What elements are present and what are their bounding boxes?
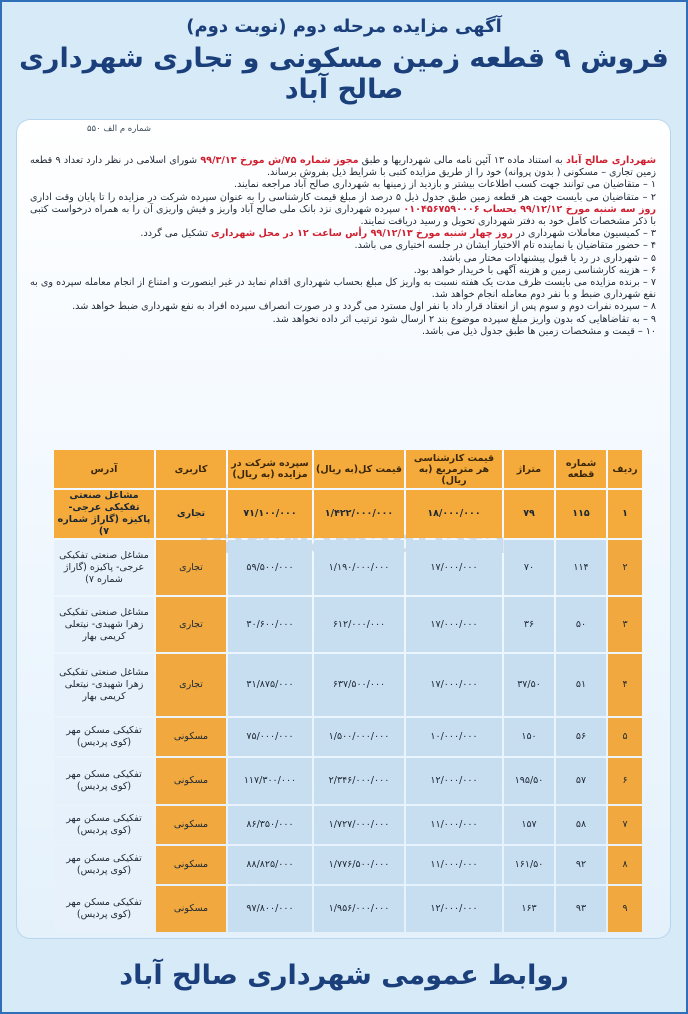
cell-address: مشاغل صنعتی تفکیکی زهرا شهیدی- نیتعلی کریمی بهار bbox=[54, 654, 154, 716]
cell-unit-price: ۱۲/۰۰۰/۰۰۰ bbox=[406, 758, 502, 804]
cell-usage: تجاری bbox=[156, 654, 226, 716]
cell-deposit: ۹۷/۸۰۰/۰۰۰ bbox=[228, 886, 312, 932]
cell-row-no: ۸ bbox=[608, 846, 642, 884]
table-row bbox=[54, 806, 642, 844]
cell-deposit: ۸۶/۳۵۰/۰۰۰ bbox=[228, 806, 312, 844]
cell-plot-no: ۵۷ bbox=[556, 758, 606, 804]
table-row bbox=[54, 654, 642, 716]
cell-total-price: ۱/۷۷۶/۵۰۰/۰۰۰ bbox=[314, 846, 404, 884]
cell-area: ۷۰ bbox=[504, 540, 554, 595]
cell-total-price: ۱/۴۲۲/۰۰۰/۰۰۰ bbox=[314, 490, 404, 538]
cell-unit-price: ۱۲/۰۰۰/۰۰۰ bbox=[406, 886, 502, 932]
reference-number: شماره م الف ۵۵۰ bbox=[86, 124, 151, 134]
cell-row-no: ۱ bbox=[608, 490, 642, 538]
table-row bbox=[54, 597, 642, 652]
table-row bbox=[54, 758, 642, 804]
table-row bbox=[54, 540, 642, 595]
table-row bbox=[54, 490, 642, 538]
cell-row-no: ۶ bbox=[608, 758, 642, 804]
cell-row-no: ۴ bbox=[608, 654, 642, 716]
cell-usage: تجاری bbox=[156, 490, 226, 538]
cell-deposit: ۸۸/۸۲۵/۰۰۰ bbox=[228, 846, 312, 884]
cell-total-price: ۶۳۷/۵۰۰/۰۰۰ bbox=[314, 654, 404, 716]
table-row bbox=[54, 886, 642, 932]
notice-title: فروش ۹ قطعه زمین مسکونی و تجاری شهرداری صالح آباد bbox=[19, 43, 669, 105]
table-header-row bbox=[54, 450, 642, 488]
cell-area: ۳۷/۵۰ bbox=[504, 654, 554, 716]
cell-row-no: ۷ bbox=[608, 806, 642, 844]
cell-unit-price: ۱۷/۰۰۰/۰۰۰ bbox=[406, 654, 502, 716]
table-body bbox=[54, 490, 642, 932]
cell-area: ۱۶۳ bbox=[504, 886, 554, 932]
condition-4: ۴ – حضور متقاضیان یا نماینده تام الاختیار ایشان در جلسه اختیاری می باشد. bbox=[354, 240, 656, 252]
condition-9: ۹ – به تقاضاهایی که بدون واریز مبلغ سپرده موضوع بند ۲ ارسال شود ترتیب اثر داده نخواهد شد. bbox=[272, 313, 656, 325]
condition-2: ۲ – متقاضیان می بایست جهت هر قطعه زمین طبق جدول ذیل ۵ درصد از مبلغ قیمت کارشناسی را به عنوان سپرده شرکت در مزایده را تا پایان وقت اداری روز سه شنبه مورخ ۹۹/۱۲/۱۲ بحساب ۰۱۰۴۵۶۷۵۹۰۰۰۶ سپرده شهرداری نزد بانک ملی صالح آباد واریز و فیش واریزی آن را به همراه درخواست کتبی با ذکر مشخصات کامل خود به دفتر شهرداری تحویل و رسید دریافت نمایند. bbox=[30, 191, 656, 228]
cell-plot-no: ۵۰ bbox=[556, 597, 606, 652]
header-deposit: سپرده شرکت در مزایده (به ریال) bbox=[228, 450, 312, 488]
cell-address: مشاغل صنعتی تفکیکی زهرا شهیدی- نیتعلی کریمی بهار bbox=[54, 597, 154, 652]
cell-total-price: ۱/۷۲۷/۰۰۰/۰۰۰ bbox=[314, 806, 404, 844]
cell-plot-no: ۹۳ bbox=[556, 886, 606, 932]
cell-address: تفکیکی مسکن مهر (کوی پردیس) bbox=[54, 806, 154, 844]
header-usage: کاربری bbox=[156, 450, 226, 488]
condition-8: ۸ – سپرده نفرات دوم و سوم پس از انعقاد قرار داد با نفر اول مسترد می گردد و در صورت انصراف سپرده افراد به نفع شهرداری ضبط خواهد شد. bbox=[72, 301, 656, 313]
cell-deposit: ۱۱۷/۳۰۰/۰۰۰ bbox=[228, 758, 312, 804]
cell-unit-price: ۱۷/۰۰۰/۰۰۰ bbox=[406, 540, 502, 595]
cell-area: ۷۹ bbox=[504, 490, 554, 538]
cell-deposit: ۷۱/۱۰۰/۰۰۰ bbox=[228, 490, 312, 538]
land-table bbox=[52, 448, 644, 934]
cell-deposit: ۳۱/۸۷۵/۰۰۰ bbox=[228, 654, 312, 716]
cell-usage: مسکونی bbox=[156, 886, 226, 932]
condition-1: ۱ – متقاضیان می توانند جهت کسب اطلاعات بیشتر و بازدید از زمینها به شهرداری صالح آباد مراجعه نمایند. bbox=[233, 179, 656, 191]
intro-paragraph: شهرداری صالح آباد به استناد ماده ۱۳ آئین نامه مالی شهرداریها و طبق مجوز شماره ۷۵/ش مورخ ۹۹/۳/۱۳ شورای اسلامی در نظر دارد تعداد ۹ قطعه زمین تجاری – مسکونی ( بدون پروانه) خود را از طریق مزایده کتبی با شرایط ذیل بفروش برساند. bbox=[30, 155, 657, 179]
cell-row-no: ۵ bbox=[608, 718, 642, 756]
cell-address: تفکیکی مسکن مهر (کوی پردیس) bbox=[54, 846, 154, 884]
cell-row-no: ۲ bbox=[608, 540, 642, 595]
cell-total-price: ۱/۵۰۰/۰۰۰/۰۰۰ bbox=[314, 718, 404, 756]
cell-unit-price: ۱۸/۰۰۰/۰۰۰ bbox=[406, 490, 502, 538]
cell-usage: تجاری bbox=[156, 597, 226, 652]
cell-address: مشاغل صنعتی تفکیکی عرجی- پاکیزه (گاراژ شماره ۷) bbox=[54, 490, 154, 538]
cell-plot-no: ۵۸ bbox=[556, 806, 606, 844]
cell-total-price: ۲/۳۴۶/۰۰۰/۰۰۰ bbox=[314, 758, 404, 804]
cell-usage: مسکونی bbox=[156, 758, 226, 804]
cell-address: تفکیکی مسکن مهر (کوی پردیس) bbox=[54, 718, 154, 756]
header-unit-price: قیمت کارشناسی هر مترمربع (به ریال) bbox=[406, 450, 502, 488]
cell-total-price: ۶۱۲/۰۰۰/۰۰۰ bbox=[314, 597, 404, 652]
cell-row-no: ۳ bbox=[608, 597, 642, 652]
condition-5: ۵ – شهرداری در رد یا قبول پیشنهادات مختار می باشد. bbox=[438, 252, 656, 264]
cell-plot-no: ۵۱ bbox=[556, 654, 606, 716]
header-row-no: ردیف bbox=[608, 450, 642, 488]
cell-plot-no: ۱۱۴ bbox=[556, 540, 606, 595]
cell-plot-no: ۹۲ bbox=[556, 846, 606, 884]
notice-body bbox=[30, 155, 656, 338]
header-address: آدرس bbox=[54, 450, 154, 488]
table-row bbox=[54, 718, 642, 756]
condition-7: ۷ – برنده مزایده می بایست ظرف مدت یک هفته نسبت به واریز کل مبلغ بحساب شهرداری اقدام نماید در غیر اینصورت و امتناع از انجام معامله سپرده وی به نفع شهرداری ضبط و با نفر دوم معامله انجام خواهد شد. bbox=[30, 277, 656, 301]
cell-unit-price: ۱۱/۰۰۰/۰۰۰ bbox=[406, 806, 502, 844]
cell-unit-price: ۱۷/۰۰۰/۰۰۰ bbox=[406, 597, 502, 652]
cell-plot-no: ۱۱۵ bbox=[556, 490, 606, 538]
notice-subtitle: آگهی مزایده مرحله دوم (نوبت دوم) bbox=[186, 16, 502, 37]
cell-address: تفکیکی مسکن مهر (کوی پردیس) bbox=[54, 758, 154, 804]
condition-10: ۱۰ – قیمت و مشخصات زمین ها طبق جدول ذیل می باشد. bbox=[421, 325, 656, 337]
cell-unit-price: ۱۰/۰۰۰/۰۰۰ bbox=[406, 718, 502, 756]
cell-address: تفکیکی مسکن مهر (کوی پردیس) bbox=[54, 886, 154, 932]
cell-unit-price: ۱۱/۰۰۰/۰۰۰ bbox=[406, 846, 502, 884]
cell-area: ۱۵۰ bbox=[504, 718, 554, 756]
cell-usage: مسکونی bbox=[156, 846, 226, 884]
cell-total-price: ۱/۹۵۶/۰۰۰/۰۰۰ bbox=[314, 886, 404, 932]
cell-plot-no: ۵۶ bbox=[556, 718, 606, 756]
footer-signature: روابط عمومی شهرداری صالح آباد bbox=[119, 960, 569, 991]
cell-deposit: ۳۰/۶۰۰/۰۰۰ bbox=[228, 597, 312, 652]
cell-usage: مسکونی bbox=[156, 718, 226, 756]
cell-total-price: ۱/۱۹۰/۰۰۰/۰۰۰ bbox=[314, 540, 404, 595]
cell-usage: مسکونی bbox=[156, 806, 226, 844]
header-area: متراژ bbox=[504, 450, 554, 488]
cell-deposit: ۵۹/۵۰۰/۰۰۰ bbox=[228, 540, 312, 595]
cell-area: ۱۶۱/۵۰ bbox=[504, 846, 554, 884]
cell-area: ۱۵۷ bbox=[504, 806, 554, 844]
cell-address: مشاغل صنعتی تفکیکی عرجی- پاکیزه (گاراژ شماره ۷) bbox=[54, 540, 154, 595]
condition-3: ۳ – کمیسیون معاملات شهرداری در روز چهار شنبه مورخ ۹۹/۱۲/۱۳ رأس ساعت ۱۲ در محل شهرداری تشکیل می گردد. bbox=[140, 228, 656, 240]
condition-6: ۶ – هزینه کارشناسی زمین و هزینه آگهی با خریدار خواهد بود. bbox=[413, 264, 656, 276]
table-row bbox=[54, 846, 642, 884]
cell-area: ۱۹۵/۵۰ bbox=[504, 758, 554, 804]
header-total-price: قیمت کل(به ریال) bbox=[314, 450, 404, 488]
cell-deposit: ۷۵/۰۰۰/۰۰۰ bbox=[228, 718, 312, 756]
cell-usage: تجاری bbox=[156, 540, 226, 595]
cell-row-no: ۹ bbox=[608, 886, 642, 932]
header-plot-no: شماره قطعه bbox=[556, 450, 606, 488]
cell-area: ۳۶ bbox=[504, 597, 554, 652]
